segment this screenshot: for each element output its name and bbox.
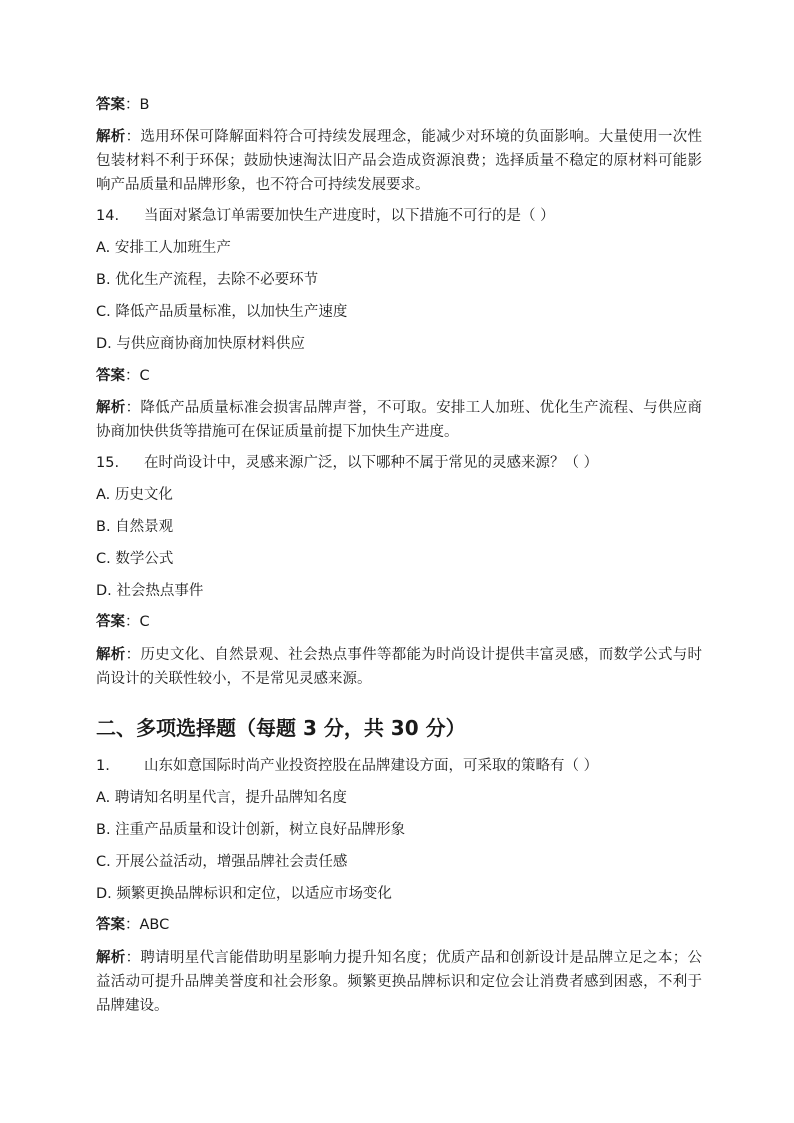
m1-answer: 答案：ABC	[96, 917, 170, 933]
q13-answer: 答案：B	[96, 97, 150, 113]
analysis-text: 历史文化、自然景观、社会热点事件等都能为时尚设计提供丰富灵感，而数学公式与时尚设计的关联性较小，不是常见灵感来源。	[96, 647, 703, 687]
question-14-stem	[96, 207, 555, 225]
question-text: 当面对紧急订单需要加快生产进度时，以下措施不可行的是（ ）	[144, 208, 555, 224]
question-15-option-a: A. 历史文化	[96, 487, 173, 503]
multi-question-1-option-b: B. 注重产品质量和设计创新，树立良好品牌形象	[96, 822, 406, 838]
answer-value: B	[139, 97, 150, 113]
question-text: 山东如意国际时尚产业投资控股在品牌建设方面，可采取的策略有（ ）	[144, 758, 599, 774]
q14-analysis: 解析：降低产品质量标准会损害品牌声誉，不可取。安排工人加班、优化生产流程、与供应商协商加快供货等措施可在保证质量前提下加快生产进度。	[96, 400, 703, 440]
q13-analysis: 解析：选用环保可降解面料符合可持续发展理念，能减少对环境的负面影响。大量使用一次性包装材料不利于环保；鼓励快速淘汰旧产品会造成资源浪费；选择质量不稳定的原材料可能影响产品质量和品牌形象，也不符合可持续发展要求。	[96, 129, 703, 193]
q14-answer: 答案：C	[96, 368, 150, 384]
question-number: 14.	[96, 208, 120, 224]
analysis-label: 解析	[96, 129, 126, 145]
question-14-option-b: B. 优化生产流程，去除不必要环节	[96, 272, 319, 288]
q15-answer: 答案：C	[96, 614, 150, 630]
answer-label: 答案	[96, 368, 125, 384]
question-number: 1.	[96, 758, 110, 774]
multi-question-1-stem	[96, 757, 598, 775]
multi-question-1-option-c: C. 开展公益活动，增强品牌社会责任感	[96, 854, 348, 870]
analysis-text: 降低产品质量标准会损害品牌声誉，不可取。安排工人加班、优化生产流程、与供应商协商加快供货等措施可在保证质量前提下加快生产进度。	[96, 400, 703, 440]
answer-value: ABC	[139, 917, 170, 933]
question-14-option-d: D. 与供应商协商加快原材料供应	[96, 336, 305, 352]
m1-analysis: 解析：聘请明星代言能借助明星影响力提升知名度；优质产品和创新设计是品牌立足之本；公益活动可提升品牌美誉度和社会形象。频繁更换品牌标识和定位会让消费者感到困惑，不利于品牌建设。	[96, 950, 703, 1014]
answer-label: 答案	[96, 97, 125, 113]
answer-value: C	[139, 614, 150, 630]
question-15-option-c: C. 数学公式	[96, 551, 174, 567]
answer-label: 答案	[96, 917, 125, 933]
section-heading: 二、多项选择题（每题 3 分，共 30 分）	[96, 716, 466, 740]
answer-value: C	[139, 368, 150, 384]
analysis-text: 聘请明星代言能借助明星影响力提升知名度；优质产品和创新设计是品牌立足之本；公益活动可提升品牌美誉度和社会形象。频繁更换品牌标识和定位会让消费者感到困惑，不利于品牌建设。	[96, 950, 703, 1014]
analysis-text: 选用环保可降解面料符合可持续发展理念，能减少对环境的负面影响。大量使用一次性包装材料不利于环保；鼓励快速淘汰旧产品会造成资源浪费；选择质量不稳定的原材料可能影响产品质量和品牌形象，也不符合可持续发展要求。	[96, 129, 703, 193]
q15-analysis: 解析：历史文化、自然景观、社会热点事件等都能为时尚设计提供丰富灵感，而数学公式与时尚设计的关联性较小，不是常见灵感来源。	[96, 647, 703, 687]
question-text: 在时尚设计中，灵感来源广泛，以下哪种不属于常见的灵感来源？（ ）	[144, 455, 599, 471]
analysis-label: 解析	[96, 950, 126, 966]
question-number: 15.	[96, 455, 120, 471]
answer-label: 答案	[96, 614, 125, 630]
analysis-label: 解析	[96, 400, 126, 416]
question-15-stem	[96, 454, 598, 472]
question-14-option-a: A. 安排工人加班生产	[96, 240, 231, 256]
question-14-option-c: C. 降低产品质量标准，以加快生产速度	[96, 304, 348, 320]
multi-question-1-option-a: A. 聘请知名明星代言，提升品牌知名度	[96, 790, 347, 806]
question-15-option-b: B. 自然景观	[96, 519, 174, 535]
multi-question-1-option-d: D. 频繁更换品牌标识和定位，以适应市场变化	[96, 886, 392, 902]
question-15-option-d: D. 社会热点事件	[96, 583, 204, 599]
analysis-label: 解析	[96, 647, 126, 663]
